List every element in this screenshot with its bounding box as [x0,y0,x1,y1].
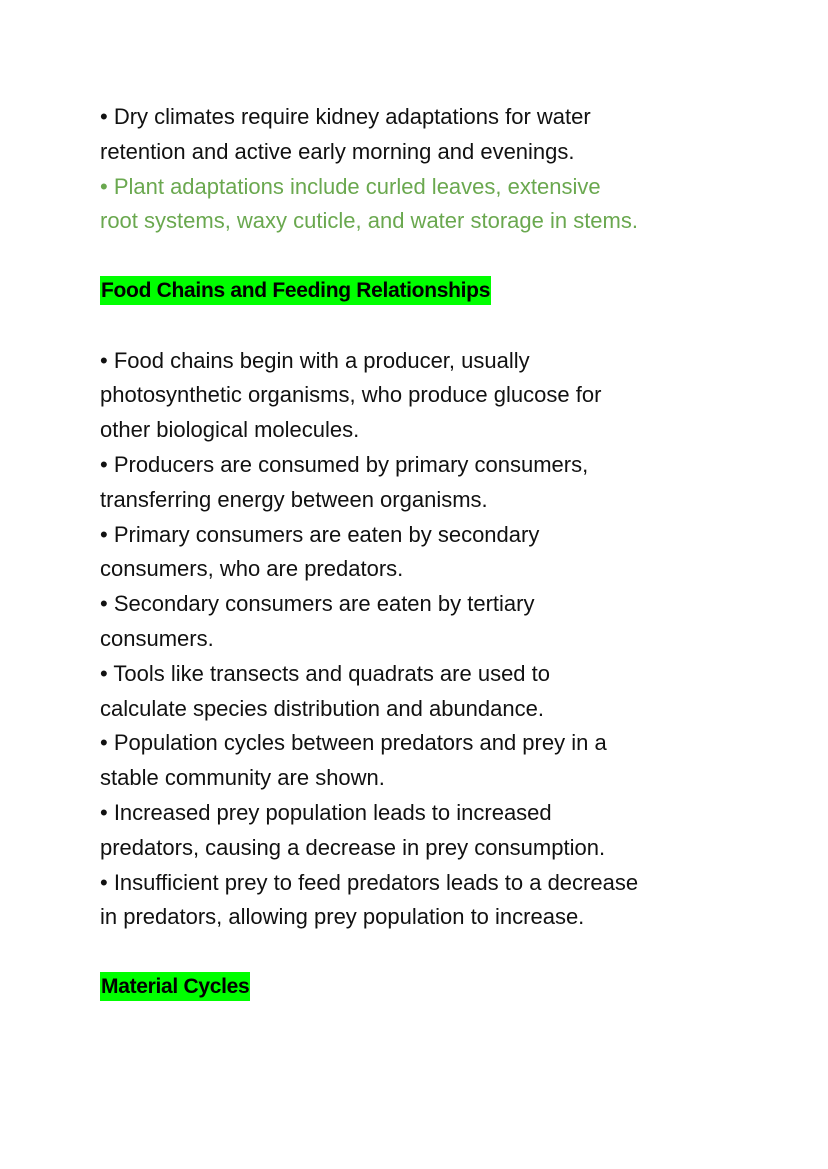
bullet-item [100,587,760,657]
bullet-line: • Primary consumers are eaten by secondary [100,521,540,547]
bullet-item [100,170,760,240]
bullet-line: predators, causing a decrease in prey consumption. [100,834,606,860]
bullet-item [100,866,760,936]
bullet-line: photosynthetic organisms, who produce glucose for [100,382,602,408]
bullet-item [100,726,760,796]
section-heading-food-chains: Food Chains and Feeding Relationships [100,274,760,309]
bullet-line: • Increased prey population leads to increased [100,799,552,825]
bullet-item [100,344,760,448]
bullet-line: • Population cycles between predators and prey in a [100,730,607,756]
bullet-line: • Insufficient prey to feed predators leads to a decrease [100,869,639,895]
bullet-item [100,448,760,518]
bullet-item [100,100,760,170]
bullet-line: root systems, waxy cuticle, and water storage in stems. [100,208,638,234]
document-page [100,100,760,1005]
bullet-line: transferring energy between organisms. [100,486,488,512]
section-heading-material-cycles: Material Cycles [100,970,760,1005]
bullet-line: • Food chains begin with a producer, usually [100,347,530,373]
bullet-line: consumers. [100,625,214,651]
bullet-line: • Plant adaptations include curled leaves, extensive [100,173,601,199]
bullet-line: stable community are shown. [100,765,385,791]
bullet-line: • Producers are consumed by primary consumers, [100,451,589,477]
bullet-line: • Dry climates require kidney adaptations for water [100,104,591,129]
bullet-item [100,518,760,588]
bullet-line: • Secondary consumers are eaten by tertiary [100,591,535,617]
bullet-item [100,796,760,866]
bullet-line: calculate species distribution and abundance. [100,695,544,721]
bullet-item [100,657,760,727]
bullet-line: • Tools like transects and quadrats are used to [100,660,551,686]
intro-bullets [100,100,760,239]
bullet-line: retention and active early morning and evenings. [100,138,575,164]
bullet-line: in predators, allowing prey population to increase. [100,904,585,930]
bullet-line: other biological molecules. [100,417,360,443]
food-chain-bullets [100,344,760,936]
bullet-line: consumers, who are predators. [100,556,404,582]
